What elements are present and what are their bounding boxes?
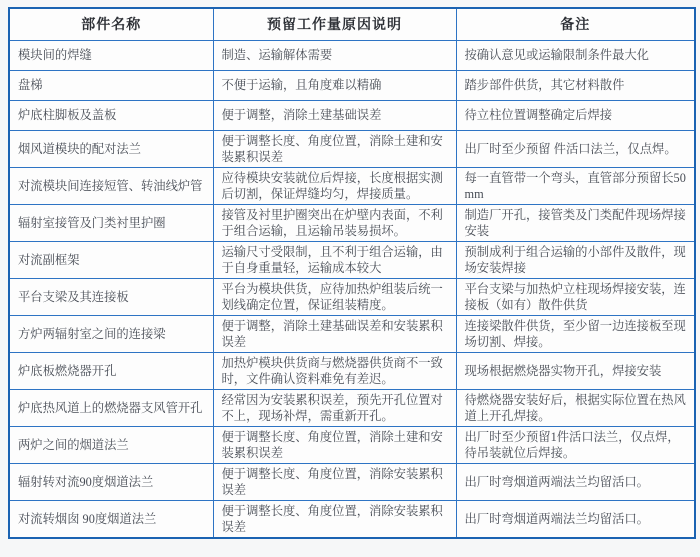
cell-part-name: 方炉两辐射室之间的连接梁	[9, 315, 213, 352]
parts-reservation-table-wrap	[8, 7, 694, 539]
cell-part-name: 盘梯	[9, 70, 213, 100]
cell-reason: 平台为模块供货，应待加热炉组装后统一划线确定位置，保证组装精度。	[213, 278, 456, 315]
cell-note: 踏步部件供货，其它材料散件	[456, 70, 695, 100]
table-row	[9, 40, 695, 70]
cell-part-name: 辐射室接管及门类衬里护圈	[9, 204, 213, 241]
table-row	[9, 70, 695, 100]
cell-note: 制造厂开孔，接管类及门类配件现场焊接安装	[456, 204, 695, 241]
cell-note: 按确认意见或运输限制条件最大化	[456, 40, 695, 70]
cell-note: 连接梁散件供货，至少留一边连接板至现场切割、焊接。	[456, 315, 695, 352]
cell-reason: 经常因为安装累积误差，预先开孔位置对不上，现场补焊，需重新开孔。	[213, 389, 456, 426]
table-header	[9, 8, 695, 40]
table-row	[9, 426, 695, 463]
table-row	[9, 130, 695, 167]
cell-reason: 接管及衬里护圈突出在炉壁内表面，不利于组合运输，且运输吊装易损坏。	[213, 204, 456, 241]
cell-reason: 便于调整长度、角度位置，消除土建和安装累积误差	[213, 130, 456, 167]
table-row	[9, 315, 695, 352]
table-row	[9, 100, 695, 130]
cell-part-name: 对流模块间连接短管、转油线炉管	[9, 167, 213, 204]
cell-part-name: 两炉之间的烟道法兰	[9, 426, 213, 463]
cell-part-name: 炉底热风道上的燃烧器支风管开孔	[9, 389, 213, 426]
cell-reason: 加热炉模块供货商与燃烧器供货商不一致时，文件确认资料难免有差迟。	[213, 352, 456, 389]
table-row	[9, 241, 695, 278]
cell-part-name: 对流转烟囱 90度烟道法兰	[9, 500, 213, 538]
header-reason: 预留工作量原因说明	[213, 8, 456, 40]
table-row	[9, 278, 695, 315]
cell-part-name: 炉底板燃烧器开孔	[9, 352, 213, 389]
cell-reason: 便于调整长度、角度位置，消除土建和安装累积误差	[213, 426, 456, 463]
cell-reason: 应待模块安装就位后焊接，长度根据实测后切割，保证焊缝均匀，焊接质量。	[213, 167, 456, 204]
cell-part-name: 平台支梁及其连接板	[9, 278, 213, 315]
cell-reason: 不便于运输，且角度难以精确	[213, 70, 456, 100]
table-body	[9, 40, 695, 538]
cell-note: 现场根据燃烧器实物开孔，焊接安装	[456, 352, 695, 389]
cell-note: 预制成利于组合运输的小部件及散件，现场安装焊接	[456, 241, 695, 278]
cell-note: 出厂时弯烟道两端法兰均留活口。	[456, 500, 695, 538]
cell-reason: 便于调整，消除土建基础误差	[213, 100, 456, 130]
cell-note: 待燃烧器安装好后，根据实际位置在热风道上开孔焊接。	[456, 389, 695, 426]
table-row	[9, 500, 695, 538]
header-part-name: 部件名称	[9, 8, 213, 40]
cell-note: 每一直管带一个弯头，直管部分预留长50mm	[456, 167, 695, 204]
table-row	[9, 204, 695, 241]
cell-part-name: 烟风道模块的配对法兰	[9, 130, 213, 167]
cell-reason: 便于调整长度、角度位置，消除安装累积误差	[213, 500, 456, 538]
parts-reservation-table	[8, 7, 696, 539]
table-row	[9, 389, 695, 426]
cell-reason: 便于调整，消除土建基础误差和安装累积误差	[213, 315, 456, 352]
cell-reason: 制造、运输解体需要	[213, 40, 456, 70]
cell-part-name: 对流副框架	[9, 241, 213, 278]
cell-reason: 运输尺寸受限制，且不利于组合运输，由于自身重量轻，运输成本较大	[213, 241, 456, 278]
table-row	[9, 167, 695, 204]
header-row	[9, 8, 695, 40]
table-row	[9, 352, 695, 389]
table-row	[9, 463, 695, 500]
cell-note: 出厂时弯烟道两端法兰均留活口。	[456, 463, 695, 500]
cell-note: 出厂时至少预留 件活口法兰，仅点焊。	[456, 130, 695, 167]
cell-note: 出厂时至少预留1件活口法兰，仅点焊，待吊装就位后焊接。	[456, 426, 695, 463]
header-note: 备注	[456, 8, 695, 40]
cell-part-name: 炉底柱脚板及盖板	[9, 100, 213, 130]
cell-note: 待立柱位置调整确定后焊接	[456, 100, 695, 130]
cell-reason: 便于调整长度、角度位置，消除安装累积误差	[213, 463, 456, 500]
cell-part-name: 辐射转对流90度烟道法兰	[9, 463, 213, 500]
cell-part-name: 模块间的焊缝	[9, 40, 213, 70]
cell-note: 平台支梁与加热炉立柱现场焊接安装，连接板（如有）散件供货	[456, 278, 695, 315]
